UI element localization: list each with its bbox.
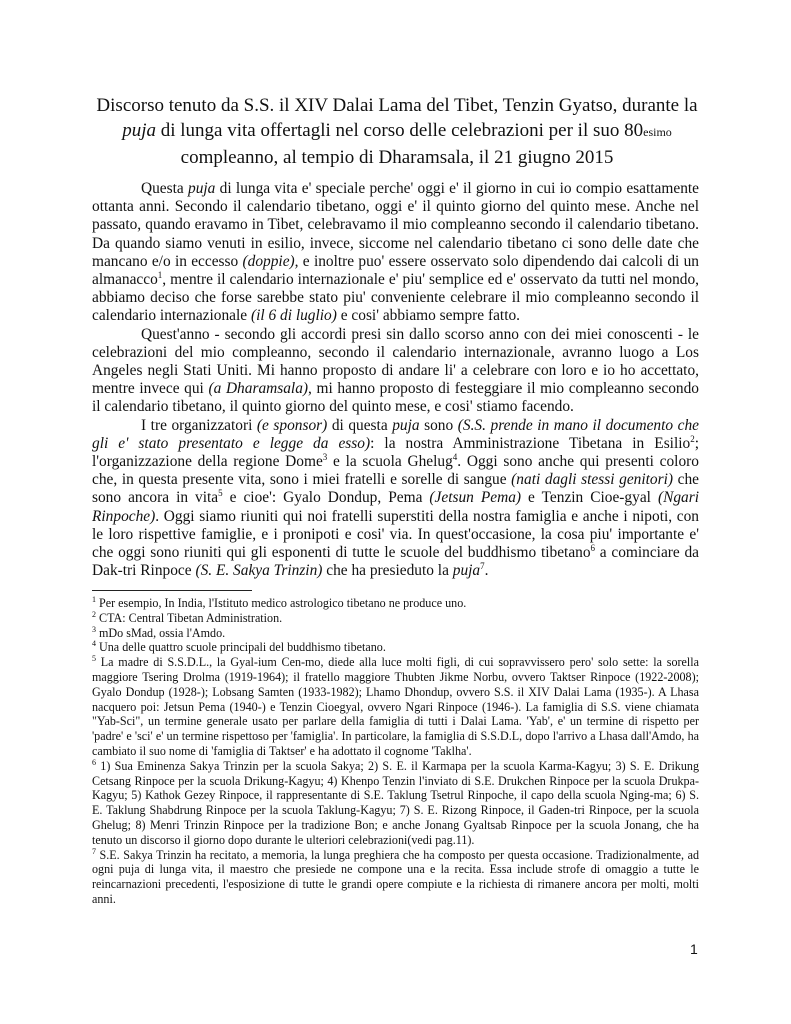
text-run: Quest'anno - secondo gli accordi presi sin dallo scorso anno con dei miei conoscenti - le celebrazioni del mio compleanno, secondo il calendario internazionale, avranno luogo a Los Angeles negli Stati Uniti. Mi hanno proposto di andare li' a celebrare con loro e io ho accettato, mentre invece qui xyxy=(92,325,699,398)
title-line-2: di lunga vita offertagli nel corso delle celebrazioni per il suo 80 xyxy=(155,120,644,141)
paragraph-1 xyxy=(92,180,699,326)
text-run: che ha presieduto la xyxy=(322,562,453,580)
footnote-number: 2 xyxy=(92,609,96,619)
footnote-number: 5 xyxy=(92,654,96,664)
italic-run: puja xyxy=(188,180,216,197)
footnote-2 xyxy=(92,611,699,626)
footnote-7 xyxy=(92,848,699,907)
footnote-text: La madre di S.S.D.L., la Gyal-ium Cen-mo, diede alla luce molti figli, di cui sopravvissero pero' solo sette: la sorella maggiore Tsering Drolma (1919-1964); il fratello maggiore Thubten Jikme Norbu, ovvero Taktser Rinpoce (1922-2008); Gyalo Dondup (1928-); Lobsang Samten (1933-1982); Lhamo Dhondup, ovvero S.S. il XIV Dalai Lama (1935-). A Lhasa nacquero poi: Jetsun Pema (1940-) e Tenzin Cioegyal, ovvero Ngari Rinpoce (1946-). La famiglia di S.S. viene chiamata "Yab-Sci", un termine generale usato per parlare della famiglia di tutti i Dalai Lama. 'Yab', e' un termine di rispetto per 'padre' e 'sci' e' un termine rispettoso per 'famiglia'. In particolare, la famiglia di S.S.D.L, dopo l'arrivo a Lhasa dall'Amdo, ha cambiato il suo nome di 'famiglia di Taktser' e ha adottato il cognome 'Taklha'. xyxy=(92,655,699,758)
footnote-ref-2[interactable]: 2 xyxy=(690,433,695,444)
footnote-ref-5[interactable]: 5 xyxy=(218,488,223,499)
text-run: e inoltre puo' essere osservato solo dipendendo dai calcoli di un almanacco xyxy=(92,252,700,289)
text-run: , mentre il calendario internazionale e' piu' semplice ed e' osservato da tutti nel mondo, abbiamo deciso che forse sarebbe stato piu' conveniente celebrare il mio compleanno secondo il calendario internazionale xyxy=(92,271,699,325)
footnote-text: CTA: Central Tibetan Administration. xyxy=(96,610,283,625)
italic-run: (Ngari Rinpoche) xyxy=(92,489,699,525)
text-run: I tre organizzatori xyxy=(141,416,257,434)
footnote-number: 1 xyxy=(92,594,96,604)
footnote-text: mDo sMad, ossia l'Amdo. xyxy=(96,625,226,640)
footnote-ref-4[interactable]: 4 xyxy=(452,451,458,462)
text-run: e cosi' abbiamo sempre fatto. xyxy=(336,307,521,325)
italic-run: (doppie), xyxy=(242,252,299,270)
footnote-ref-6[interactable]: 6 xyxy=(590,542,596,553)
italic-run: (nati dagli stessi genitori) xyxy=(511,471,673,489)
text-run: e la scuola Ghelug xyxy=(327,453,453,471)
footnote-ref-1[interactable]: 1 xyxy=(157,269,163,280)
main-text xyxy=(92,180,699,580)
footnote-5 xyxy=(92,655,699,759)
footnote-6 xyxy=(92,759,699,848)
text-run: di lunga vita e' speciale perche' oggi e' il giorno in cui io compio esattamente ottanta anni. Secondo il calendario tibetano, oggi e' il quinto giorno del quinto mese. Anche nel passato, quando eravamo in Tibet, celebravamo il mio compleanno secondo il calendario tibetano. Da quando siamo venuti in esilio, invece, siccome nel calendario tibetano ci sono delle date che mancano e/o in eccesso xyxy=(92,180,699,270)
text-run: e Tenzin Cioe-gyal xyxy=(521,489,658,507)
text-run: che sono ancora in vita xyxy=(92,471,699,507)
title-ordinal-suffix: esimo xyxy=(643,125,672,139)
footnote-number: 7 xyxy=(92,846,96,856)
text-run: a cominciare da Dak-tri Rinpoce xyxy=(92,544,700,580)
footnote-3 xyxy=(92,626,699,641)
footnotes xyxy=(92,596,699,907)
title-line-1: Discorso tenuto da S.S. il XIV Dalai Lama del Tibet, Tenzin Gyatso, durante la xyxy=(96,95,698,116)
text-run: . Oggi siamo riuniti qui noi fratelli superstiti della nostra famiglia e anche i nipoti, con le loro rispettive famiglie, e i pronipoti e cosi' via. In quest'occasione, la cosa piu' importante e' che oggi sono riuniti qui gli esponenti di tutte le scuole del buddhismo tibetano xyxy=(92,507,699,562)
footnote-4 xyxy=(92,640,699,655)
text-run: . Oggi sono anche qui presenti coloro che, in questa presente vita, sono i miei fratelli e sorelle di sangue xyxy=(92,453,699,489)
document-title xyxy=(92,93,702,170)
italic-run: puja xyxy=(392,416,420,434)
footnote-text: Per esempio, In India, l'Istituto medico astrologico tibetano ne produce uno. xyxy=(96,596,467,610)
footnote-text: Una delle quattro scuole principali del buddhismo tibetano. xyxy=(96,640,386,655)
footnote-ref-3[interactable]: 3 xyxy=(322,451,328,462)
italic-run: puja xyxy=(452,562,481,580)
title-line-3: compleanno, al tempio di Dharamsala, il 21 giugno 2015 xyxy=(180,147,614,168)
text-run: : la nostra Amministrazione Tibetana in Esilio xyxy=(370,434,691,452)
text-run: Questa xyxy=(141,180,189,197)
footnote-text: S.E. Sakya Trinzin ha recitato, a memoria, la lunga preghiera che ha composto per questa occasione. Tradizionalmente, ad ogni puja di lunga vita, il maestro che presiede ne compone una e la recita. Essa include strofe di omaggio a tutte le reincarnazioni precedenti, l'esposizione di tutte le grandi opere compiute e la richiesta di rimanere ancora per molti, molti anni. xyxy=(92,847,699,906)
text-run: di questa xyxy=(327,416,393,434)
footnote-separator xyxy=(92,590,252,591)
italic-run: (Jetsun Pema) xyxy=(429,489,522,507)
italic-run: (a Dharamsala) xyxy=(208,380,309,398)
paragraph-2 xyxy=(92,326,699,417)
text-run: . xyxy=(484,562,489,580)
page-number: 1 xyxy=(690,941,698,957)
footnote-number: 3 xyxy=(92,624,96,634)
italic-run: (e sponsor) xyxy=(256,416,328,434)
text-run: sono xyxy=(419,416,458,434)
footnote-number: 4 xyxy=(92,639,96,649)
italic-run: (S. E. Sakya Trinzin) xyxy=(195,562,323,580)
paragraph-3 xyxy=(92,417,699,581)
text-run: , mi hanno proposto di festeggiare il mio compleanno secondo il calendario tibetano, il quinto giorno del quinto mese, e cosi' stiamo facendo. xyxy=(92,380,699,416)
footnote-ref-7[interactable]: 7 xyxy=(480,561,485,572)
text-run: e cioe': Gyalo Dondup, Pema xyxy=(222,489,430,507)
footnote-number: 6 xyxy=(92,757,96,767)
italic-run: (il 6 di luglio) xyxy=(250,307,337,325)
footnote-1 xyxy=(92,596,699,611)
footnote-text: 1) Sua Eminenza Sakya Trinzin per la scuola Sakya; 2) S. E. il Karmapa per la scuola Karma-Kagyu; 3) S. E. Drikung Cetsang Rinpoce per la scuola Drikung-Kagyu; 4) Khenpo Tenzin l'inviato di S.E. Drukchen Rinpoce per la scuola Drukpa-Kagyu; 5) Kathok Gezey Rinpoce, il rappresentante di S.E. Taklung Tsetrul Rinpoche, il capo della scuola Nging-ma; 6) S. E. Taklung Shabdrung Rinpoce per la scuola Taklung-Kagyu; 7) S. E. Rizong Rinpoce, il Gaden-tri Rinpoce, per la scuola Ghelug; 8) Menri Trinzin Rinpoce per la tradizione Bon; e anche Jonang Gyaltsab Rinpoce per la scuola Jonang, che ha tenuto un discorso il giorno dopo durante le ulteriori celebrazioni(vedi pag.11). xyxy=(92,758,699,847)
text-run: ; l'organizzazione della regione Dome xyxy=(92,434,699,471)
title-puja-word: puja xyxy=(122,120,156,141)
italic-run: (S.S. prende in mano il documento che gli e' stato presentato e legge da esso) xyxy=(92,416,699,452)
